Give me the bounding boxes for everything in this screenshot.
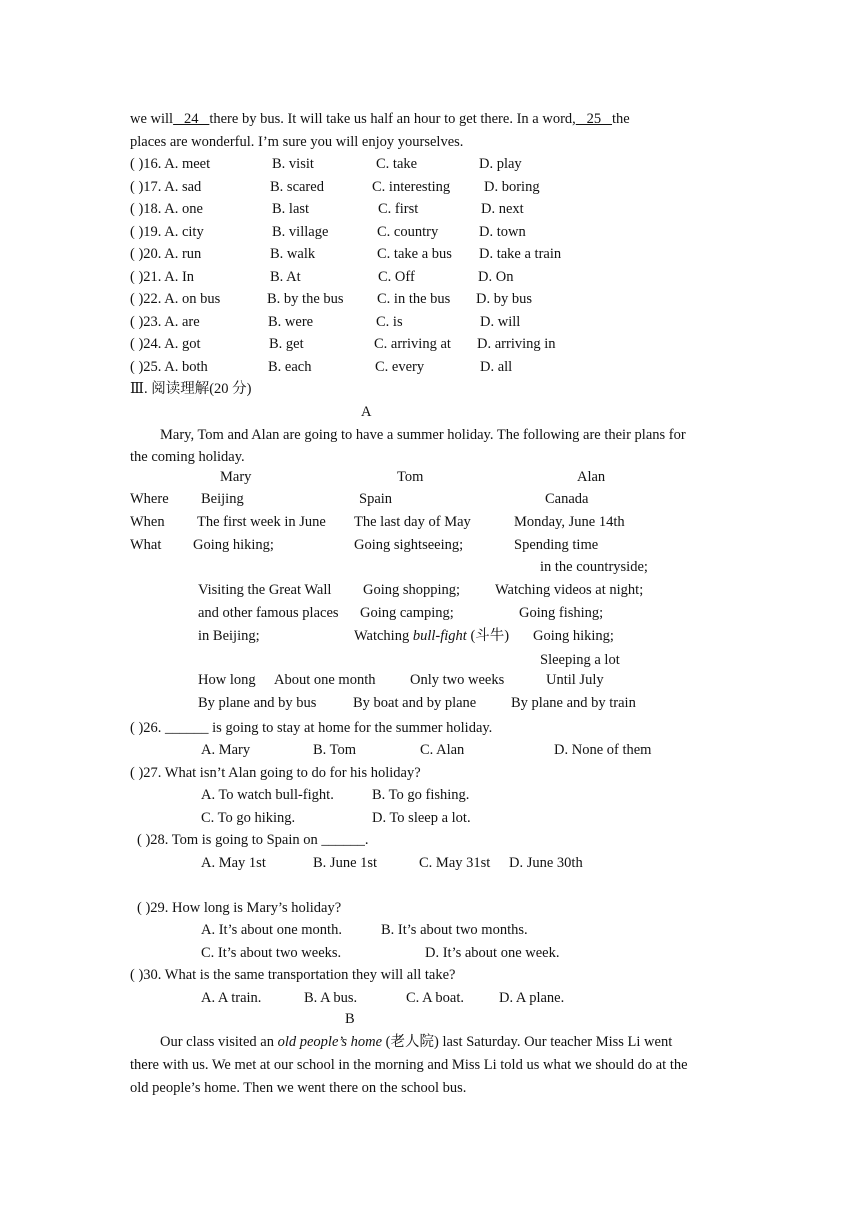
cell-what-alan: Spending time xyxy=(514,537,599,553)
section-heading: Ⅲ. 阅读理解(20 分) xyxy=(130,381,252,397)
cell-transport-mary: By plane and by bus xyxy=(198,695,317,711)
cell-howlong-mary: About one month xyxy=(274,672,376,688)
cell-what-tom: Going shopping; xyxy=(363,582,461,598)
cloze-18-b: B. last xyxy=(272,201,310,217)
option-b: B. To go fishing. xyxy=(372,787,470,803)
cell-when-mary: The first week in June xyxy=(197,514,326,530)
passage-a-heading: A xyxy=(361,404,372,420)
row-label-what: What xyxy=(130,537,162,553)
option-d: D. June 30th xyxy=(509,855,583,871)
cloze-22-b: B. by the bus xyxy=(267,291,344,307)
cloze-17-a: ( )17. A. sad xyxy=(130,179,202,195)
passage-b-line: old people’s home. Then we went there on the school bus. xyxy=(130,1080,467,1096)
cloze-25-d: D. all xyxy=(480,359,513,375)
cell-where-tom: Spain xyxy=(359,491,393,507)
cloze-21-b: B. At xyxy=(270,269,301,285)
cell-transport-alan: By plane and by train xyxy=(511,695,636,711)
cell-what-tom: Going camping; xyxy=(360,605,454,621)
passage-text: (老人院) last Saturday. Our teacher Miss Li went xyxy=(382,1034,673,1050)
cloze-23-a: ( )23. A. are xyxy=(130,314,200,330)
term-old-peoples-home: old people’s home xyxy=(277,1034,383,1050)
cloze-23-c: C. is xyxy=(376,314,403,330)
option-d: D. It’s about one week. xyxy=(425,945,560,961)
cloze-24-b: B. get xyxy=(269,336,304,352)
cloze-17-c: C. interesting xyxy=(372,179,451,195)
cell-what-alan: in the countryside; xyxy=(540,559,648,575)
intro-text: the xyxy=(612,111,630,127)
question-28: ( )28. Tom is going to Spain on ______. xyxy=(137,832,369,848)
cloze-24-c: C. arriving at xyxy=(374,336,451,352)
passage-a-paragraph: the coming holiday. xyxy=(130,449,245,465)
option-a: A. May 1st xyxy=(201,855,266,871)
table-header-alan: Alan xyxy=(577,469,606,485)
term-bull-fight: bull-fight xyxy=(412,628,467,644)
option-c: C. A boat. xyxy=(406,990,465,1006)
passage-b-line xyxy=(160,1033,672,1051)
blank-24: 24 xyxy=(173,111,210,127)
cell-when-tom: The last day of May xyxy=(354,514,471,530)
cloze-25-b: B. each xyxy=(268,359,312,375)
cloze-22-c: C. in the bus xyxy=(377,291,451,307)
cloze-20-a: ( )20. A. run xyxy=(130,246,202,262)
cloze-18-d: D. next xyxy=(481,201,524,217)
cloze-25-a: ( )25. A. both xyxy=(130,359,208,375)
cloze-19-d: D. town xyxy=(479,224,526,240)
question-30: ( )30. What is the same transportation they will all take? xyxy=(130,967,456,983)
option-c: C. Alan xyxy=(420,742,465,758)
option-b: B. June 1st xyxy=(313,855,378,871)
cloze-20-d: D. take a train xyxy=(479,246,562,262)
cell-where-alan: Canada xyxy=(545,491,589,507)
cloze-24-d: D. arriving in xyxy=(477,336,556,352)
option-b: B. It’s about two months. xyxy=(381,922,528,938)
cell-what-alan: Sleeping a lot xyxy=(540,652,620,668)
cloze-24-a: ( )24. A. got xyxy=(130,336,201,352)
cloze-20-c: C. take a bus xyxy=(377,246,452,262)
question-27: ( )27. What isn’t Alan going to do for his holiday? xyxy=(130,765,421,781)
cloze-16-a: ( )16. A. meet xyxy=(130,156,211,172)
cloze-19-c: C. country xyxy=(377,224,439,240)
cell-what-mary: Visiting the Great Wall xyxy=(198,582,332,598)
passage-b-heading: B xyxy=(345,1011,355,1027)
option-a: A. To watch bull-fight. xyxy=(201,787,334,803)
cloze-19-b: B. village xyxy=(272,224,329,240)
cell-howlong-tom: Only two weeks xyxy=(410,672,505,688)
intro-text: we will xyxy=(130,111,174,127)
blank-25: 25 xyxy=(575,111,613,127)
cell-what-mary: and other famous places xyxy=(198,605,339,621)
cell-what-mary: Going hiking; xyxy=(193,537,274,553)
cell-what-alan: Going hiking; xyxy=(533,628,614,644)
cloze-18-c: C. first xyxy=(378,201,419,217)
cloze-19-a: ( )19. A. city xyxy=(130,224,204,240)
cloze-23-b: B. were xyxy=(268,314,314,330)
cloze-20-b: B. walk xyxy=(270,246,316,262)
option-d: D. None of them xyxy=(554,742,652,758)
cloze-22-d: D. by bus xyxy=(476,291,532,307)
question-29: ( )29. How long is Mary’s holiday? xyxy=(137,900,342,916)
option-c: C. May 31st xyxy=(419,855,491,871)
cell-what-tom: Going sightseeing; xyxy=(354,537,464,553)
row-label-how-long: How long xyxy=(198,672,256,688)
cloze-17-d: D. boring xyxy=(484,179,540,195)
cloze-23-d: D. will xyxy=(480,314,521,330)
cell-when-alan: Monday, June 14th xyxy=(514,514,625,530)
cloze-16-d: D. play xyxy=(479,156,522,172)
cell-text: Watching xyxy=(354,628,413,644)
option-a: A. A train. xyxy=(201,990,262,1006)
cloze-21-c: C. Off xyxy=(378,269,415,285)
intro-line-2: places are wonderful. I’m sure you will enjoy yourselves. xyxy=(130,134,464,150)
row-label-where: Where xyxy=(130,491,169,507)
cloze-21-d: D. On xyxy=(478,269,514,285)
table-header-tom: Tom xyxy=(397,469,424,485)
cell-transport-tom: By boat and by plane xyxy=(353,695,477,711)
cell-what-tom xyxy=(354,627,509,645)
question-26: ( )26. ______ is going to stay at home for the summer holiday. xyxy=(130,720,493,736)
cloze-18-a: ( )18. A. one xyxy=(130,201,203,217)
cell-where-mary: Beijing xyxy=(201,491,244,507)
intro-line-1 xyxy=(130,110,630,128)
cloze-22-a: ( )22. A. on bus xyxy=(130,291,221,307)
cell-what-alan: Watching videos at night; xyxy=(495,582,644,598)
cell-text: (斗牛) xyxy=(466,628,510,644)
option-d: D. To sleep a lot. xyxy=(372,810,471,826)
option-c: C. To go hiking. xyxy=(201,810,296,826)
cloze-21-a: ( )21. A. In xyxy=(130,269,195,285)
option-a: A. It’s about one month. xyxy=(201,922,342,938)
row-label-when: When xyxy=(130,514,165,530)
option-a: A. Mary xyxy=(201,742,251,758)
passage-text: Our class visited an xyxy=(160,1034,278,1050)
passage-b-line: there with us. We met at our school in the morning and Miss Li told us what we should do at the xyxy=(130,1057,688,1073)
option-c: C. It’s about two weeks. xyxy=(201,945,342,961)
option-b: B. A bus. xyxy=(304,990,358,1006)
cloze-16-b: B. visit xyxy=(272,156,314,172)
cloze-17-b: B. scared xyxy=(270,179,324,195)
cloze-16-c: C. take xyxy=(376,156,418,172)
intro-text: there by bus. It will take us half an hour to get there. In a word, xyxy=(209,111,576,127)
option-d: D. A plane. xyxy=(499,990,565,1006)
passage-a-paragraph: Mary, Tom and Alan are going to have a summer holiday. The following are their plans for xyxy=(160,427,686,443)
cell-what-mary: in Beijing; xyxy=(198,628,260,644)
table-header-mary: Mary xyxy=(220,469,252,485)
option-b: B. Tom xyxy=(313,742,357,758)
cell-what-alan: Going fishing; xyxy=(519,605,604,621)
cell-howlong-alan: Until July xyxy=(546,672,604,688)
cloze-25-c: C. every xyxy=(375,359,425,375)
